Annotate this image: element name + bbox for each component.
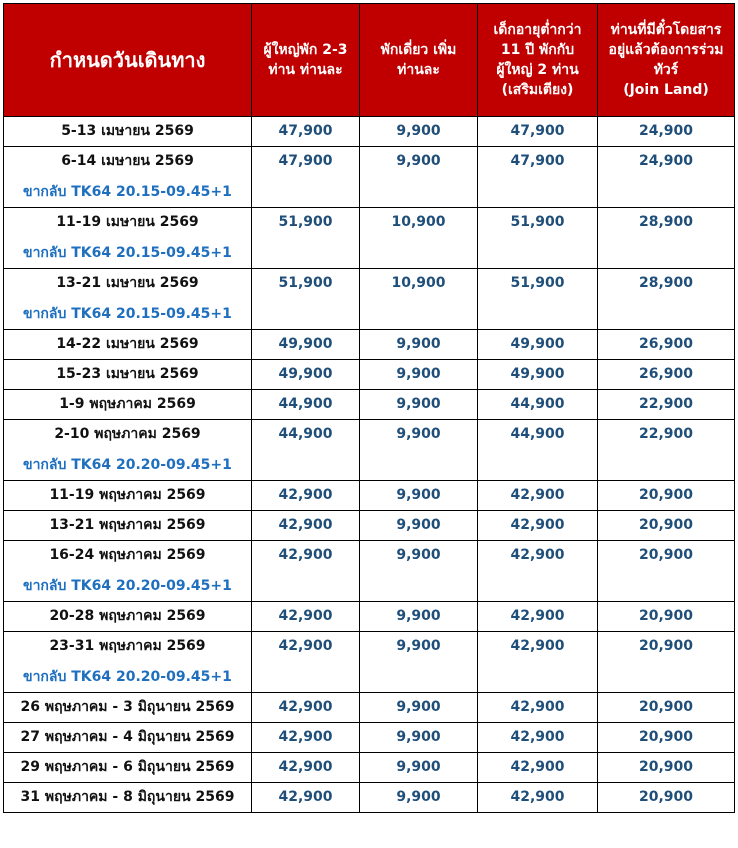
joinland-price-cell: 28,900 xyxy=(598,269,735,330)
return-flight-note: ขากลับ TK64 20.15-09.45+1 xyxy=(23,306,232,322)
joinland-price-cell: 20,900 xyxy=(598,753,735,783)
travel-date-cell xyxy=(4,117,252,147)
child-price-cell: 47,900 xyxy=(478,147,598,208)
table-row xyxy=(4,481,735,511)
single-price-cell: 9,900 xyxy=(360,723,478,753)
joinland-price-cell: 20,900 xyxy=(598,783,735,813)
table-row xyxy=(4,632,735,693)
single-price-cell: 9,900 xyxy=(360,147,478,208)
travel-date-cell xyxy=(4,269,252,330)
child-price-cell: 44,900 xyxy=(478,390,598,420)
price-table xyxy=(3,3,735,813)
adult-price-cell: 42,900 xyxy=(252,541,360,602)
single-price-cell: 9,900 xyxy=(360,783,478,813)
child-price-cell: 42,900 xyxy=(478,602,598,632)
child-price-cell: 44,900 xyxy=(478,420,598,481)
table-row xyxy=(4,269,735,330)
header-child-price xyxy=(478,4,598,117)
header-single-supplement xyxy=(360,4,478,117)
table-body xyxy=(4,117,735,813)
adult-price-cell: 51,900 xyxy=(252,269,360,330)
header-adult-price xyxy=(252,4,360,117)
adult-price-cell: 49,900 xyxy=(252,330,360,360)
single-price-cell: 9,900 xyxy=(360,481,478,511)
joinland-price-cell: 20,900 xyxy=(598,723,735,753)
child-price-cell: 42,900 xyxy=(478,511,598,541)
table-row xyxy=(4,330,735,360)
adult-price-cell: 44,900 xyxy=(252,390,360,420)
adult-price-cell: 42,900 xyxy=(252,753,360,783)
header-row xyxy=(4,4,735,117)
travel-date: 1-9 พฤษภาคม 2569 xyxy=(59,396,196,412)
header-adult-line: ท่าน ท่านละ xyxy=(268,62,343,78)
adult-price-cell: 42,900 xyxy=(252,632,360,693)
header-child-line: (เสริมเตียง) xyxy=(501,82,574,98)
travel-date: 20-28 พฤษภาคม 2569 xyxy=(49,608,206,624)
joinland-price-cell: 20,900 xyxy=(598,541,735,602)
header-join-land-price xyxy=(598,4,735,117)
table-row xyxy=(4,208,735,269)
table-row xyxy=(4,541,735,602)
single-price-cell: 9,900 xyxy=(360,632,478,693)
header-adult-line: ผู้ใหญ่พัก 2-3 xyxy=(263,42,348,58)
travel-date: 2-10 พฤษภาคม 2569 xyxy=(54,426,201,442)
return-flight-note: ขากลับ TK64 20.20-09.45+1 xyxy=(23,669,232,685)
header-travel-date: กำหนดวันเดินทาง xyxy=(4,4,252,117)
child-price-cell: 47,900 xyxy=(478,117,598,147)
joinland-price-cell: 26,900 xyxy=(598,360,735,390)
header-child-line: เด็กอายุต่ำกว่า xyxy=(493,22,582,38)
child-price-cell: 51,900 xyxy=(478,269,598,330)
single-price-cell: 9,900 xyxy=(360,420,478,481)
child-price-cell: 49,900 xyxy=(478,360,598,390)
joinland-price-cell: 20,900 xyxy=(598,511,735,541)
header-joinland-line: ท่านที่มีตั๋วโดยสาร xyxy=(610,22,722,38)
adult-price-cell: 42,900 xyxy=(252,783,360,813)
travel-date-cell xyxy=(4,390,252,420)
header-joinland-line: (Join Land) xyxy=(623,82,709,98)
header-joinland-line: อยู่แล้วต้องการร่วม xyxy=(608,42,724,58)
travel-date-cell xyxy=(4,753,252,783)
travel-date: 29 พฤษภาคม - 6 มิถุนายน 2569 xyxy=(20,759,235,775)
table-row xyxy=(4,360,735,390)
single-price-cell: 10,900 xyxy=(360,208,478,269)
single-price-cell: 9,900 xyxy=(360,693,478,723)
travel-date: 16-24 พฤษภาคม 2569 xyxy=(49,547,206,563)
travel-date-cell xyxy=(4,420,252,481)
travel-date: 6-14 เมษายน 2569 xyxy=(61,153,194,169)
adult-price-cell: 44,900 xyxy=(252,420,360,481)
travel-date: 14-22 เมษายน 2569 xyxy=(56,336,199,352)
travel-date-cell xyxy=(4,723,252,753)
travel-date-cell xyxy=(4,602,252,632)
adult-price-cell: 51,900 xyxy=(252,208,360,269)
return-flight-note: ขากลับ TK64 20.15-09.45+1 xyxy=(23,184,232,200)
travel-date: 15-23 เมษายน 2569 xyxy=(56,366,199,382)
joinland-price-cell: 24,900 xyxy=(598,147,735,208)
single-price-cell: 9,900 xyxy=(360,117,478,147)
table-row xyxy=(4,117,735,147)
child-price-cell: 42,900 xyxy=(478,632,598,693)
header-single-line: พักเดี่ยว เพิ่ม xyxy=(380,42,457,58)
adult-price-cell: 47,900 xyxy=(252,117,360,147)
return-flight-note: ขากลับ TK64 20.15-09.45+1 xyxy=(23,245,232,261)
header-joinland-line: ทัวร์ xyxy=(653,62,679,78)
table-row xyxy=(4,420,735,481)
single-price-cell: 9,900 xyxy=(360,330,478,360)
adult-price-cell: 42,900 xyxy=(252,602,360,632)
travel-date-cell xyxy=(4,147,252,208)
single-price-cell: 9,900 xyxy=(360,753,478,783)
table-row xyxy=(4,511,735,541)
travel-date-cell xyxy=(4,481,252,511)
single-price-cell: 9,900 xyxy=(360,360,478,390)
adult-price-cell: 42,900 xyxy=(252,723,360,753)
travel-date: 13-21 พฤษภาคม 2569 xyxy=(49,517,206,533)
table-row xyxy=(4,723,735,753)
child-price-cell: 42,900 xyxy=(478,481,598,511)
child-price-cell: 51,900 xyxy=(478,208,598,269)
travel-date-cell xyxy=(4,541,252,602)
joinland-price-cell: 20,900 xyxy=(598,632,735,693)
joinland-price-cell: 20,900 xyxy=(598,602,735,632)
single-price-cell: 9,900 xyxy=(360,602,478,632)
table-row xyxy=(4,147,735,208)
child-price-cell: 42,900 xyxy=(478,753,598,783)
travel-date: 11-19 พฤษภาคม 2569 xyxy=(49,487,206,503)
travel-date: 23-31 พฤษภาคม 2569 xyxy=(49,638,206,654)
child-price-cell: 42,900 xyxy=(478,693,598,723)
travel-date-cell xyxy=(4,783,252,813)
single-price-cell: 10,900 xyxy=(360,269,478,330)
table-row xyxy=(4,693,735,723)
table-row xyxy=(4,602,735,632)
adult-price-cell: 42,900 xyxy=(252,511,360,541)
child-price-cell: 42,900 xyxy=(478,723,598,753)
joinland-price-cell: 22,900 xyxy=(598,420,735,481)
table-row xyxy=(4,753,735,783)
joinland-price-cell: 22,900 xyxy=(598,390,735,420)
travel-date: 5-13 เมษายน 2569 xyxy=(61,123,194,139)
joinland-price-cell: 20,900 xyxy=(598,481,735,511)
travel-date-cell xyxy=(4,330,252,360)
travel-date-cell xyxy=(4,511,252,541)
travel-date: 31 พฤษภาคม - 8 มิถุนายน 2569 xyxy=(20,789,235,805)
adult-price-cell: 42,900 xyxy=(252,481,360,511)
return-flight-note: ขากลับ TK64 20.20-09.45+1 xyxy=(23,457,232,473)
joinland-price-cell: 24,900 xyxy=(598,117,735,147)
travel-date: 26 พฤษภาคม - 3 มิถุนายน 2569 xyxy=(20,699,235,715)
travel-date-cell xyxy=(4,693,252,723)
joinland-price-cell: 28,900 xyxy=(598,208,735,269)
travel-date: 13-21 เมษายน 2569 xyxy=(56,275,199,291)
table-row xyxy=(4,783,735,813)
header-single-line: ท่านละ xyxy=(397,62,440,78)
child-price-cell: 42,900 xyxy=(478,541,598,602)
table-row xyxy=(4,390,735,420)
header-child-line: 11 ปี พักกับ xyxy=(500,42,575,58)
travel-date-cell xyxy=(4,632,252,693)
return-flight-note: ขากลับ TK64 20.20-09.45+1 xyxy=(23,578,232,594)
adult-price-cell: 47,900 xyxy=(252,147,360,208)
adult-price-cell: 49,900 xyxy=(252,360,360,390)
single-price-cell: 9,900 xyxy=(360,390,478,420)
single-price-cell: 9,900 xyxy=(360,511,478,541)
child-price-cell: 49,900 xyxy=(478,330,598,360)
single-price-cell: 9,900 xyxy=(360,541,478,602)
travel-date: 11-19 เมษายน 2569 xyxy=(56,214,199,230)
joinland-price-cell: 20,900 xyxy=(598,693,735,723)
travel-date-cell xyxy=(4,208,252,269)
joinland-price-cell: 26,900 xyxy=(598,330,735,360)
travel-date-cell xyxy=(4,360,252,390)
adult-price-cell: 42,900 xyxy=(252,693,360,723)
travel-date: 27 พฤษภาคม - 4 มิถุนายน 2569 xyxy=(20,729,235,745)
child-price-cell: 42,900 xyxy=(478,783,598,813)
header-child-line: ผู้ใหญ่ 2 ท่าน xyxy=(496,62,579,78)
